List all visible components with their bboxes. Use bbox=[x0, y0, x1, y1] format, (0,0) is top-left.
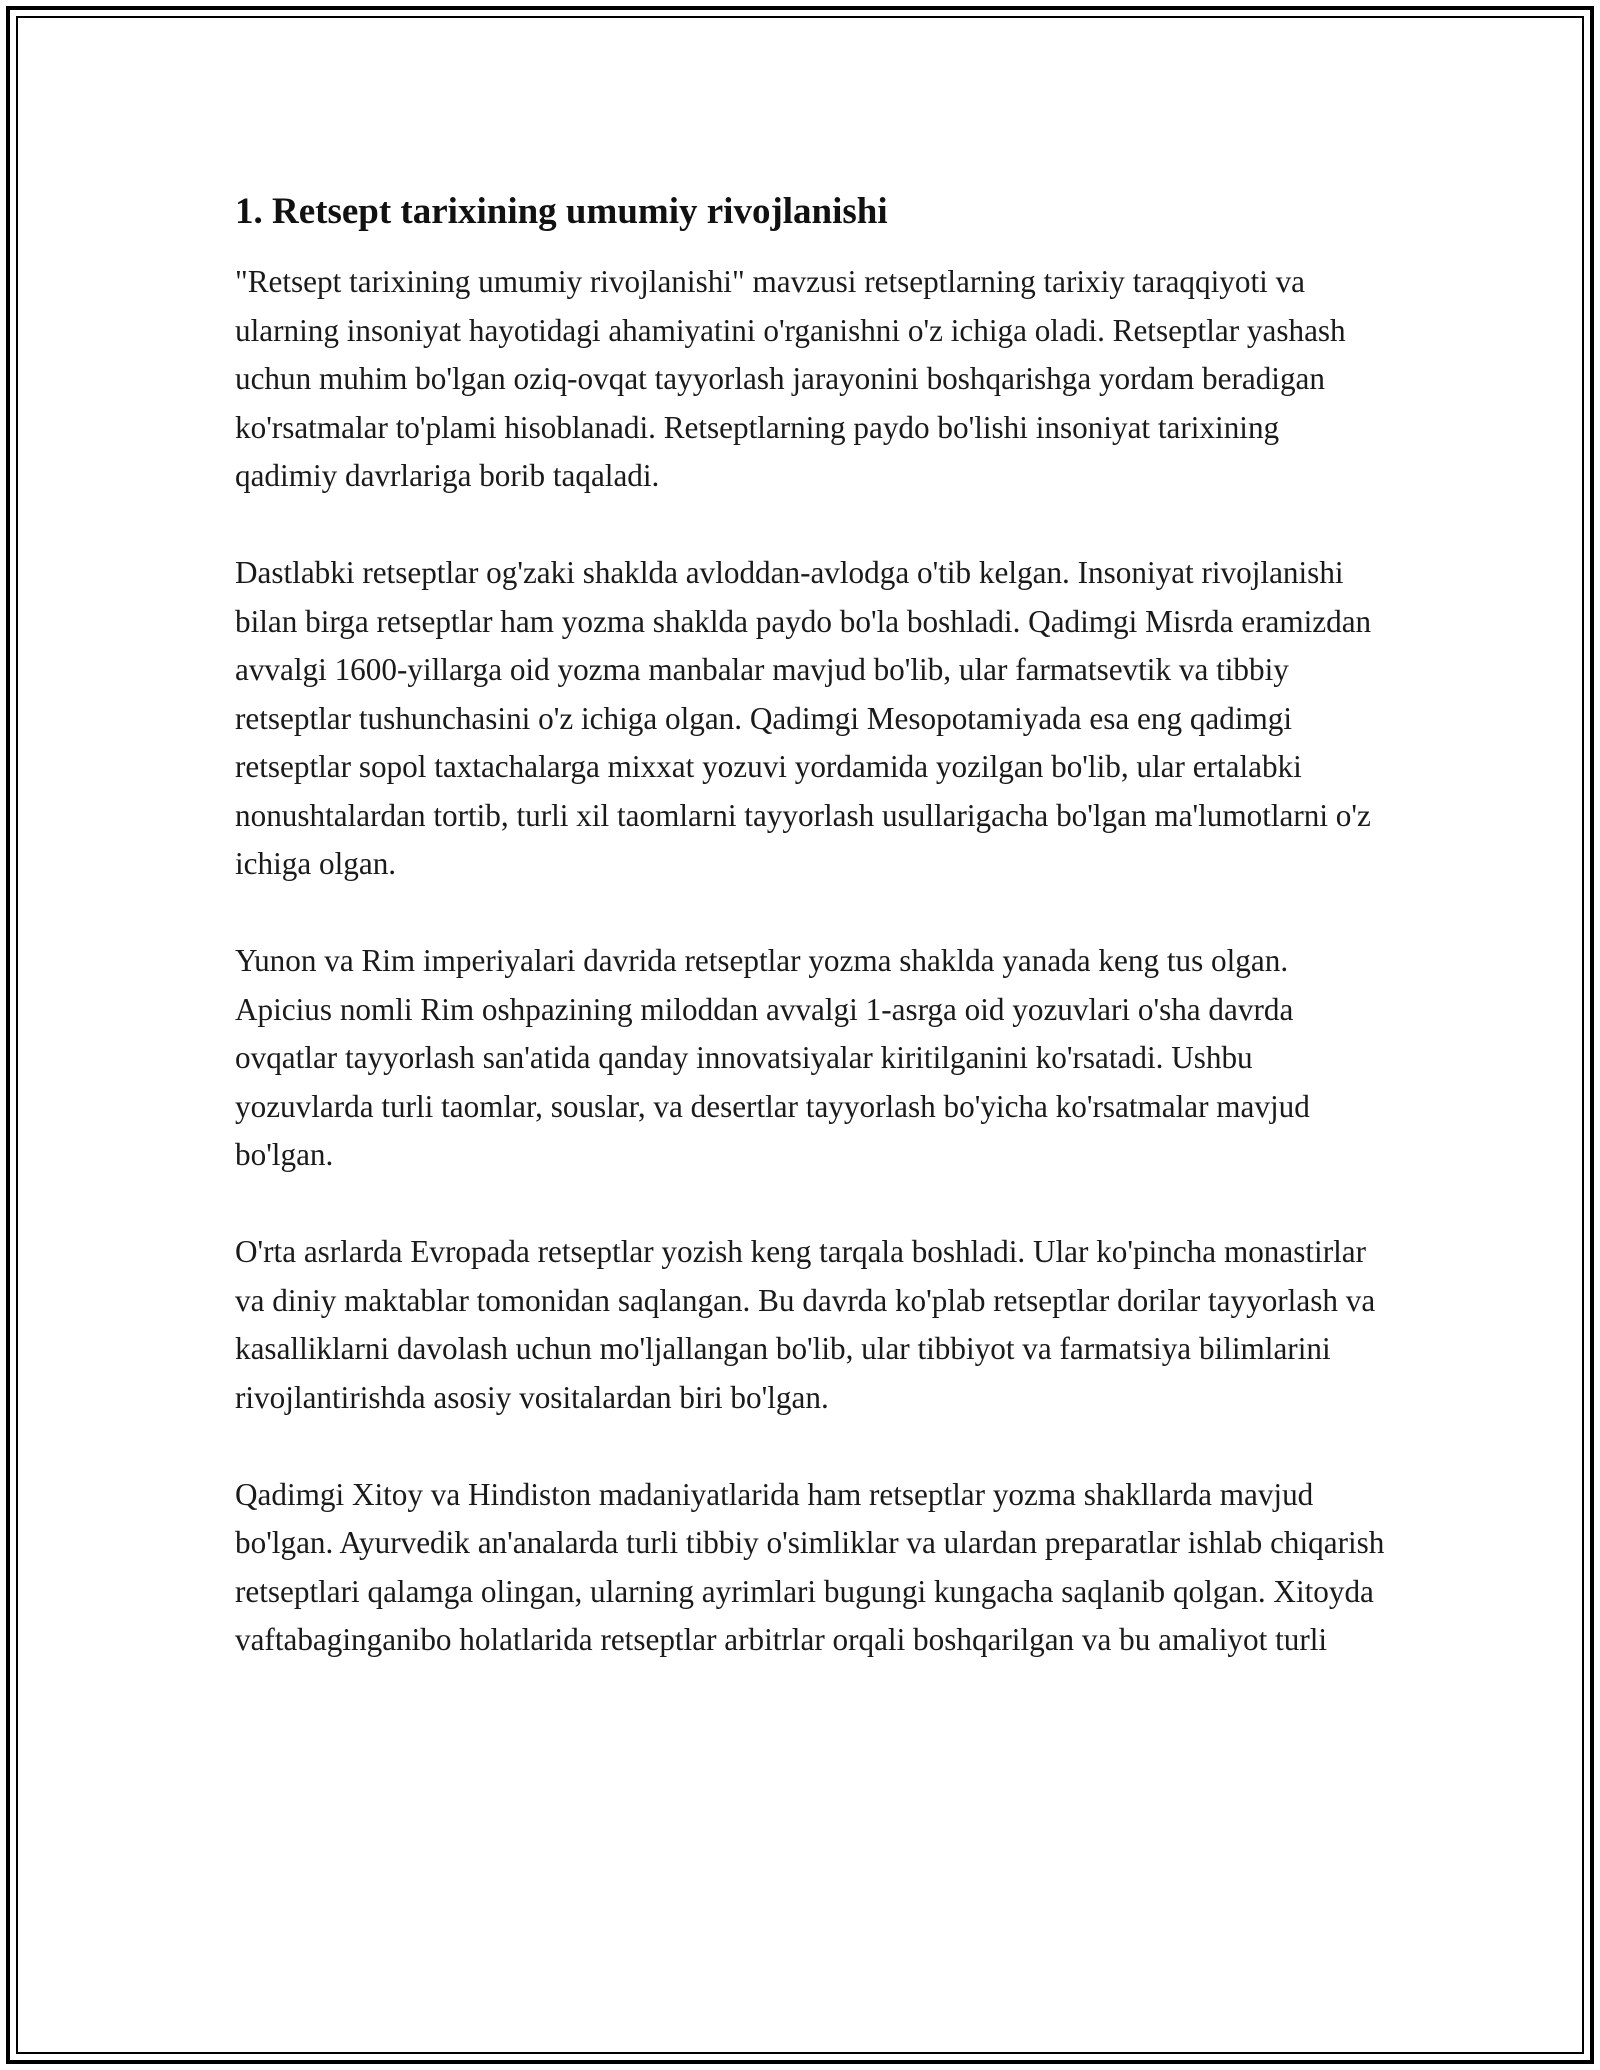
paragraph-5: Qadimgi Xitoy va Hindiston madaniyatlarida ham retseptlar yozma shakllarda mavjud bo'lgan. Ayurvedik an'analarda turli tibbiy o'simliklar va ulardan preparatlar ishlab chiqarish retseptlari qalamga olingan, ularning ayrimlari bugungi kungacha saqlanib qolgan. Xitoyda vaftabaginganibo holatlarida retseptlar arbitrlar orqali boshqarilgan va bu amaliyot turli bbox=[235, 1476, 1385, 1657]
paragraph-1: "Retsept tarixining umumiy rivojlanishi" mavzusi retseptlarning tarixiy taraqqiyoti va ularning insoniyat hayotidagi ahamiyatini o'rganishni o'z ichiga oladi. Retseptlar yashash uchun muhim bo'lgan oziq-ovqat tayyorlash jarayonini boshqarishga yordam beradigan ko'rsatmalar to'plami hisoblanadi. Retseptlarning paydo bo'lishi insoniyat tarixining qadimiy davrlariga borib taqaladi. bbox=[235, 264, 1346, 493]
document-body bbox=[235, 188, 1385, 1713]
section-heading: 1. Retsept tarixining umumiy rivojlanishi bbox=[235, 191, 888, 232]
paragraph-4: O'rta asrlarda Evropada retseptlar yozish keng tarqala boshladi. Ular ko'pincha monastirlar va diniy maktablar tomonidan saqlangan. Bu davrda ko'plab retseptlar dorilar tayyorlash va kasalliklarni davolash uchun mo'ljallangan bo'lib, ular tibbiyot va farmatsiya bilimlarini rivojlantirishda asosiy vositalardan biri bo'lgan. bbox=[235, 1234, 1376, 1415]
paragraph-2: Dastlabki retseptlar og'zaki shaklda avloddan-avlodga o'tib kelgan. Insoniyat rivojlanishi bilan birga retseptlar ham yozma shaklda paydo bo'la boshladi. Qadimgi Misrda eramizdan avvalgi 1600-yillarga oid yozma manbalar mavjud bo'lib, ular farmatsevtik va tibbiy retseptlar tushunchasini o'z ichiga olgan. Qadimgi Mesopotamiyada esa eng qadimgi retseptlar sopol taxtachalarga mixxat yozuvi yordamida yozilgan bo'lib, ular ertalabki nonushtalardan tortib, turli xil taomlarni tayyorlash usullarigacha bo'lgan ma'lumotlarni o'z ichiga olgan. bbox=[235, 555, 1372, 881]
paragraph-3: Yunon va Rim imperiyalari davrida retseptlar yozma shaklda yanada keng tus olgan. Apicius nomli Rim oshpazining miloddan avvalgi 1-asrga oid yozuvlari o'sha davrda ovqatlar tayyorlash san'atida qanday innovatsiyalar kiritilganini ko'rsatadi. Ushbu yozuvlarda turli taomlar, souslar, va desertlar tayyorlash bo'yicha ko'rsatmalar mavjud bo'lgan. bbox=[235, 943, 1310, 1172]
